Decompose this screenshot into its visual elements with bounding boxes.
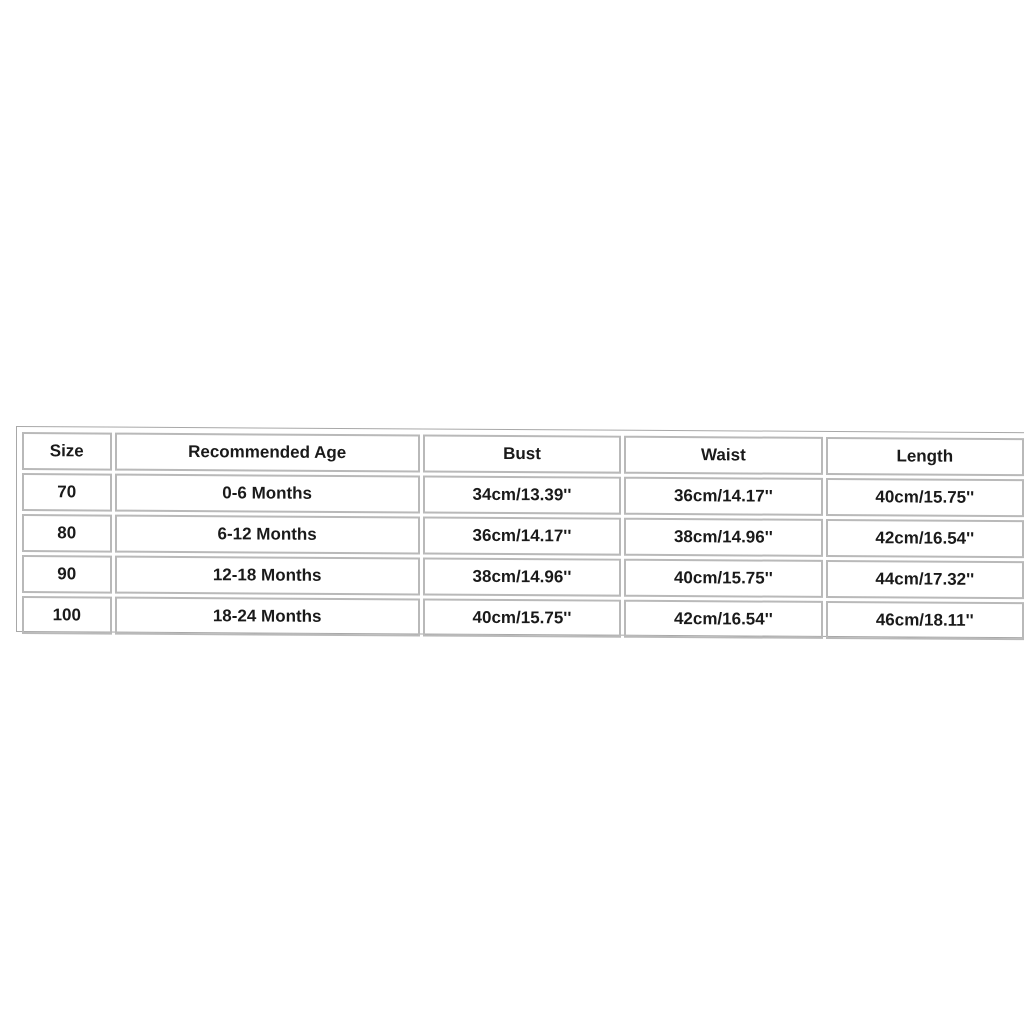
cell-length: 44cm/17.32'' [826, 560, 1024, 599]
cell-waist: 42cm/16.54'' [624, 600, 822, 639]
cell-bust: 34cm/13.39'' [423, 475, 621, 514]
cell-length: 46cm/18.11'' [826, 601, 1024, 640]
cell-size: 90 [22, 555, 112, 594]
cell-age: 12-18 Months [115, 556, 420, 596]
cell-waist: 38cm/14.96'' [624, 518, 822, 557]
header-waist: Waist [624, 436, 822, 475]
size-chart [16, 426, 1024, 638]
size-chart-table [19, 429, 1024, 643]
header-length: Length [826, 437, 1024, 476]
cell-bust: 38cm/14.96'' [423, 557, 621, 596]
cell-waist: 36cm/14.17'' [624, 477, 822, 516]
cell-size: 100 [22, 596, 112, 635]
header-row [22, 432, 1024, 476]
cell-length: 40cm/15.75'' [826, 478, 1024, 517]
cell-size: 70 [22, 473, 112, 512]
table-row [22, 596, 1024, 640]
table-row [22, 473, 1024, 517]
header-size: Size [22, 432, 112, 471]
header-recommended-age: Recommended Age [115, 433, 420, 473]
cell-waist: 40cm/15.75'' [624, 559, 822, 598]
cell-age: 18-24 Months [115, 597, 420, 637]
cell-bust: 36cm/14.17'' [423, 516, 621, 555]
cell-size: 80 [22, 514, 112, 553]
cell-bust: 40cm/15.75'' [423, 598, 621, 637]
cell-length: 42cm/16.54'' [826, 519, 1024, 558]
cell-age: 0-6 Months [115, 474, 420, 514]
header-bust: Bust [423, 434, 621, 473]
table-row [22, 514, 1024, 558]
cell-age: 6-12 Months [115, 515, 420, 555]
table-row [22, 555, 1024, 599]
